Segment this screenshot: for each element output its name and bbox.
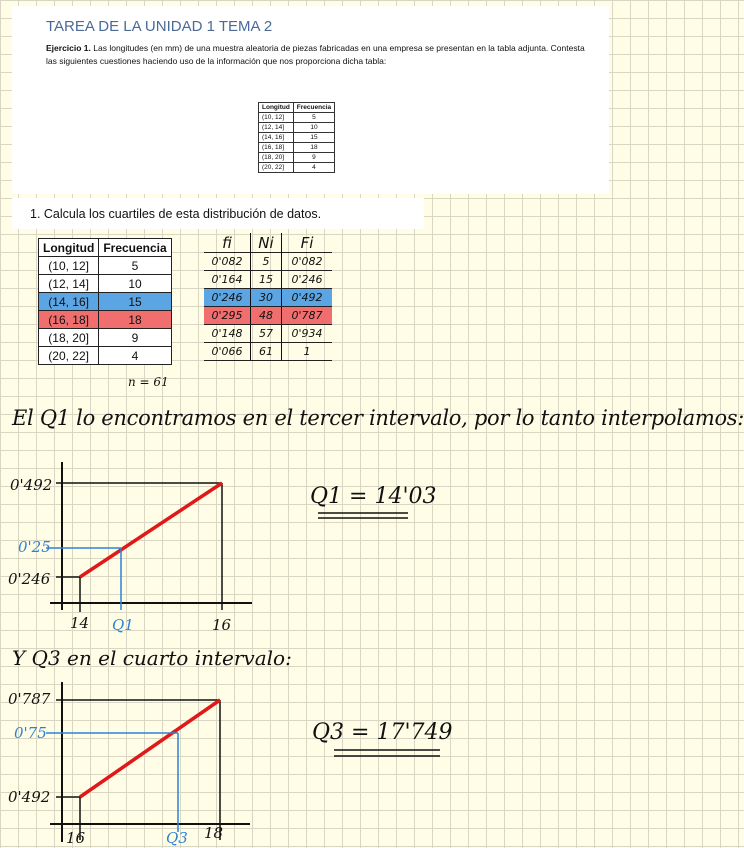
q3-interpolation-graph <box>8 682 250 847</box>
cell: (20, 22] <box>39 347 99 365</box>
cell: (20, 22] <box>259 163 294 173</box>
cell: (12, 14] <box>39 275 99 293</box>
cell: 5 <box>99 257 171 275</box>
cell: 0'492 <box>282 289 333 307</box>
g2-label-y-mark: 0'75 <box>14 724 47 742</box>
q3-result: Q3 = 17'749 <box>312 720 453 745</box>
cell: 18 <box>99 311 171 329</box>
cell: (16, 18] <box>39 311 99 329</box>
exercise-text: Las longitudes (en mm) de una muestra aleatoria de piezas fabricadas en una empresa se presentan en la tabla adjunta. Contesta las siguientes cuestiones haciendo uso de la información que nos proporciona dicha tabla: <box>46 43 585 66</box>
g2-label-y-bottom: 0'492 <box>8 788 51 806</box>
cell: 61 <box>251 343 282 361</box>
question-text: 1. Calcula los cuartiles de esta distribución de datos. <box>30 207 322 221</box>
exercise-label: Ejercicio 1. <box>46 43 91 53</box>
g2-label-x-right: 18 <box>204 824 224 842</box>
header-fi: fi <box>204 233 251 253</box>
cell: 4 <box>99 347 171 365</box>
q1-explanation: El Q1 lo encontramos en el tercer intervalo, por lo tanto interpolamos: <box>12 406 744 430</box>
g2-label-x-mark: Q3 <box>166 829 188 847</box>
cell: 15 <box>293 133 334 143</box>
g2-label-y-top: 0'787 <box>8 690 51 708</box>
cell: 15 <box>99 293 171 311</box>
g1-label-y-mark: 0'25 <box>18 538 51 556</box>
header-Ni: Ni <box>251 233 282 253</box>
q3-explanation: Y Q3 en el cuarto intervalo: <box>12 646 292 670</box>
g1-label-x-left: 14 <box>70 614 90 632</box>
cell: (12, 14] <box>259 123 294 133</box>
cell: 0'246 <box>204 289 251 307</box>
cell: 0'082 <box>204 253 251 271</box>
source-header-frecuencia: Frecuencia <box>293 103 334 113</box>
cell: 4 <box>293 163 334 173</box>
sample-size-note: n = 61 <box>128 375 169 389</box>
cell: 1 <box>282 343 333 361</box>
cell: (10, 12] <box>259 113 294 123</box>
cell: 10 <box>99 275 171 293</box>
source-header-longitud: Longitud <box>259 103 294 113</box>
cell: (14, 16] <box>259 133 294 143</box>
cell: 0'164 <box>204 271 251 289</box>
header-Fi: Fi <box>300 233 314 252</box>
cell: (18, 20] <box>259 153 294 163</box>
g2-label-x-left: 16 <box>66 829 86 847</box>
g2-interpolation-line <box>80 700 220 797</box>
cell: 30 <box>251 289 282 307</box>
header-longitud: Longitud <box>39 239 99 257</box>
cell: 15 <box>251 271 282 289</box>
g1-label-y-top: 0'492 <box>10 476 53 494</box>
g1-interpolation-line <box>80 483 222 577</box>
g1-label-x-right: 16 <box>212 616 232 634</box>
cell: 0'246 <box>282 271 333 289</box>
cell: (18, 20] <box>39 329 99 347</box>
cell: 48 <box>251 307 282 325</box>
cell: 5 <box>293 113 334 123</box>
q1-result: Q1 = 14'03 <box>310 484 437 509</box>
cell: 0'082 <box>282 253 333 271</box>
header-frecuencia: Frecuencia <box>99 239 171 257</box>
cell: 0'148 <box>204 325 251 343</box>
cell: (10, 12] <box>39 257 99 275</box>
cell: 5 <box>251 253 282 271</box>
cell: (16, 18] <box>259 143 294 153</box>
cell: 10 <box>293 123 334 133</box>
cell: 9 <box>99 329 171 347</box>
cell: 0'787 <box>282 307 333 325</box>
q1-interpolation-graph <box>8 462 252 634</box>
g1-label-y-bottom: 0'246 <box>8 570 51 588</box>
cell: 0'934 <box>282 325 333 343</box>
cell: 9 <box>293 153 334 163</box>
cell: (14, 16] <box>39 293 99 311</box>
cell: 0'066 <box>204 343 251 361</box>
cell: 57 <box>251 325 282 343</box>
cell: 0'295 <box>204 307 251 325</box>
task-title: TAREA DE LA UNIDAD 1 TEMA 2 <box>46 18 273 35</box>
g1-label-x-mark: Q1 <box>112 616 134 634</box>
cell: 18 <box>293 143 334 153</box>
